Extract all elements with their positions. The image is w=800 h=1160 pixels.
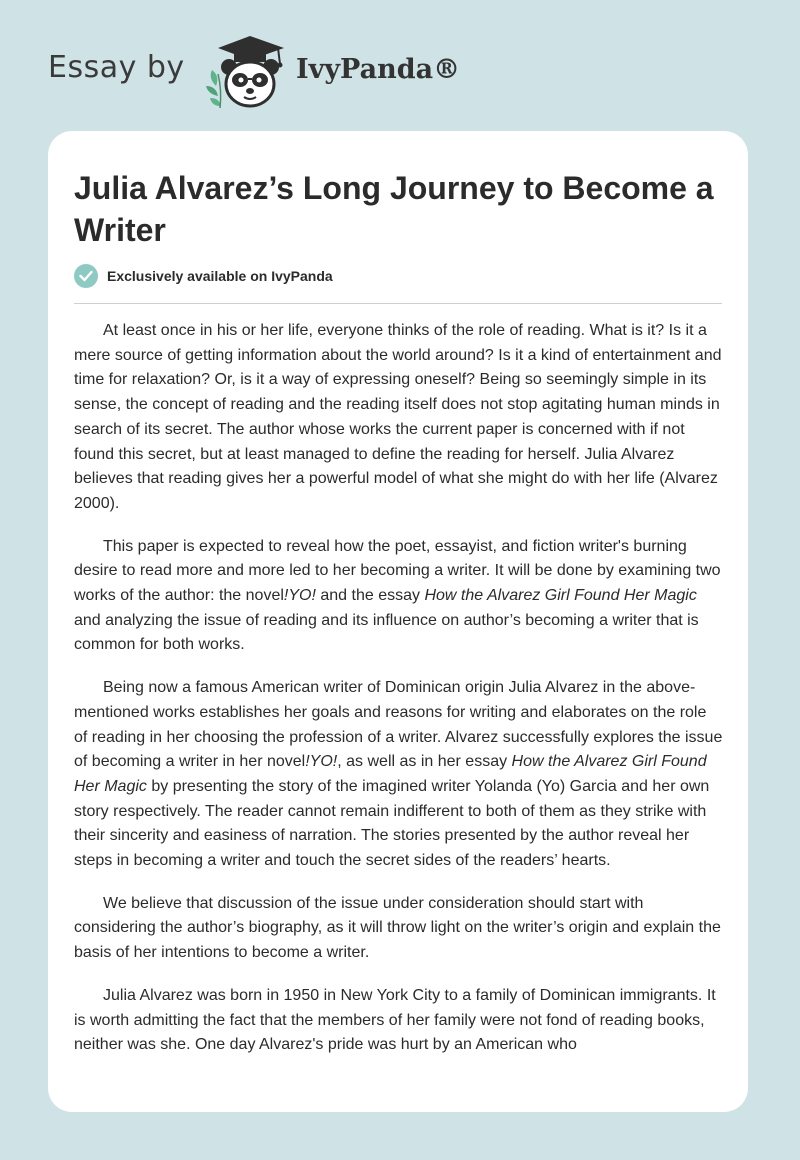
check-icon: [74, 264, 98, 288]
exclusive-badge: [74, 263, 333, 289]
badge-label: Exclusively available on IvyPanda: [107, 268, 333, 284]
paragraph: At least once in his or her life, everyone thinks of the role of reading. What is it? Is it a mere source of getting information about the world around? Is it a kind of entertainment and time for relaxation? Or, is it a way of expressing oneself? Being so seemingly simple in its sense, the concept of reading and the reading itself does not stop agitating human minds in search of its secret. The author whose works the current paper is concerned with if not found this secret, but at least managed to define the reading for herself. Julia Alvarez believes that reading gives her a powerful model of what she might do with her life (Alvarez 2000).: [74, 322, 722, 512]
emphasis-title: How the Alvarez Girl Found Her Magic: [424, 587, 697, 605]
site-header: [0, 0, 800, 130]
paragraph: Julia Alvarez was born in 1950 in New York City to a family of Dominican immigrants. It is worth admitting the fact that the members of her family were not fond of reading books, neither was she. One day Alvarez's pride was hurt by an American who: [74, 986, 716, 1054]
panda-graduate-icon[interactable]: [198, 34, 294, 110]
text-run: by presenting the story of the imagined writer Yolanda (Yo) Garcia and her own story respectively. The reader cannot remain indifferent to both of them as they strike with their sincerity and easiness of narration. The stories presented by the author reveal her steps in becoming a writer and touch the secret sides of the readers’ hearts.: [74, 777, 710, 870]
text-run: , as well as in her essay: [337, 753, 512, 771]
essay-body: [74, 319, 724, 1076]
essay-card: [48, 131, 748, 1112]
text-run: Being now a famous American writer of Dominican origin Julia Alvarez in the above-mentioned works establishes her goals and reasons for writing and elaborates on the role of reading in her choosing the profession of a writer. Alvarez successfully explores the issue of becoming a writer in her novel: [74, 679, 723, 771]
paragraph: We believe that discussion of the issue under consideration should start with considering the author’s biography, as it will throw light on the writer’s origin and explain the basis of her intentions to become a writer.: [74, 894, 721, 962]
emphasis-title: !YO!: [283, 587, 316, 605]
emphasis-title: !YO!: [305, 753, 338, 771]
text-run: and analyzing the issue of reading and its influence on author’s becoming a writer that is common for both works.: [74, 611, 699, 654]
page-title: Julia Alvarez’s Long Journey to Become a Writer: [74, 170, 714, 248]
text-run: This paper is expected to reveal how the poet, essayist, and fiction writer's burning desire to read more and more led to her becoming a writer. It will be done by examining two works of the author: the novel: [74, 537, 721, 605]
text-run: and the essay: [315, 587, 425, 605]
emphasis-title: How the Alvarez Girl Found Her Magic: [74, 753, 707, 795]
paragraph: [74, 676, 724, 874]
paragraph: [74, 535, 724, 659]
brand-name[interactable]: IvyPanda®: [296, 54, 461, 85]
brand-prefix: Essay by: [48, 50, 185, 85]
divider: [74, 303, 722, 304]
